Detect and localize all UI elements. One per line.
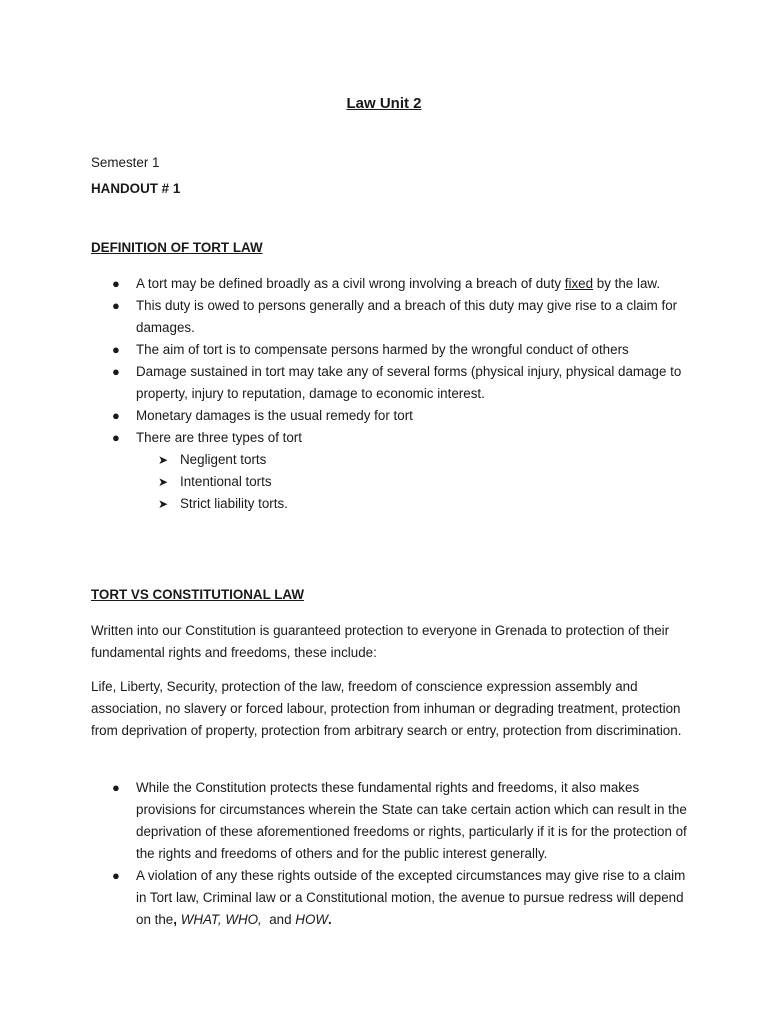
section-heading-constitutional: TORT VS CONSTITUTIONAL LAW	[91, 587, 305, 602]
bullet-icon: ●	[112, 780, 120, 795]
definition-bullet-list	[0, 273, 768, 515]
handout-label: HANDOUT # 1	[91, 181, 181, 196]
bullet-icon: ●	[112, 276, 120, 291]
bullet-icon: ●	[112, 408, 120, 423]
list-item: ● A tort may be defined broadly as a civil wrong involving a breach of duty fixed by the law.	[0, 273, 768, 295]
arrow-bullet-icon: ➤	[158, 453, 169, 467]
emphasis-how: HOW	[295, 912, 329, 927]
list-item: ● Damage sustained in tort may take any of several forms (physical injury, physical damage to property, injury to reputation, damage to economic interest.	[0, 361, 768, 405]
list-item: ● While the Constitution protects these fundamental rights and freedoms, it also makes provisions for circumstances wherein the State can take certain action which can result in the deprivation of these aforementioned freedoms or rights, particularly if it is for the protection of the rights and freedoms of others and for the public interest generally.	[0, 777, 768, 865]
list-item: ● The aim of tort is to compensate persons harmed by the wrongful conduct of others	[0, 339, 768, 361]
list-item: ● Monetary damages is the usual remedy for tort	[0, 405, 768, 427]
bullet-icon: ●	[112, 298, 120, 313]
semester-label: Semester 1	[91, 155, 160, 170]
list-item: ➤ Negligent torts	[136, 449, 688, 471]
arrow-bullet-icon: ➤	[158, 475, 169, 489]
bullet-icon: ●	[112, 430, 120, 445]
document-title: Law Unit 2	[346, 95, 422, 112]
underlined-word: fixed	[564, 276, 594, 291]
list-item: ➤ Strict liability torts.	[136, 493, 688, 515]
list-item: ● A violation of any these rights outside of the excepted circumstances may give rise to a claim in Tort law, Criminal law or a Constitutional motion, the avenue to pursue redress will depend on the, WHAT, WHO, and HOW.	[0, 865, 768, 931]
paragraph: Written into our Constitution is guaranteed protection to everyone in Grenada to protection of their fundamental rights and freedoms, these include:	[91, 623, 670, 660]
emphasis-what-who: WHAT, WHO,	[180, 912, 262, 927]
bullet-icon: ●	[112, 868, 120, 883]
constitutional-bullet-list	[0, 777, 768, 931]
bullet-icon: ●	[112, 342, 120, 357]
paragraph: Life, Liberty, Security, protection of the law, freedom of conscience expression assembly and association, no slavery or forced labour, protection from inhuman or degrading treatment, protection from deprivation of property, protection from arbitrary search or entry, protection from discrimination.	[91, 679, 682, 738]
list-item: ➤ Intentional torts	[136, 471, 688, 493]
arrow-bullet-icon: ➤	[158, 497, 169, 511]
tort-types-list	[136, 449, 688, 515]
list-item: ● This duty is owed to persons generally and a breach of this duty may give rise to a claim for damages.	[0, 295, 768, 339]
bullet-icon: ●	[112, 364, 120, 379]
list-item: ● There are three types of tort ➤ Negligent torts ➤ Intentional torts ➤ Strict liability torts.	[0, 427, 768, 515]
section-heading-definition: DEFINITION OF TORT LAW	[91, 240, 263, 255]
